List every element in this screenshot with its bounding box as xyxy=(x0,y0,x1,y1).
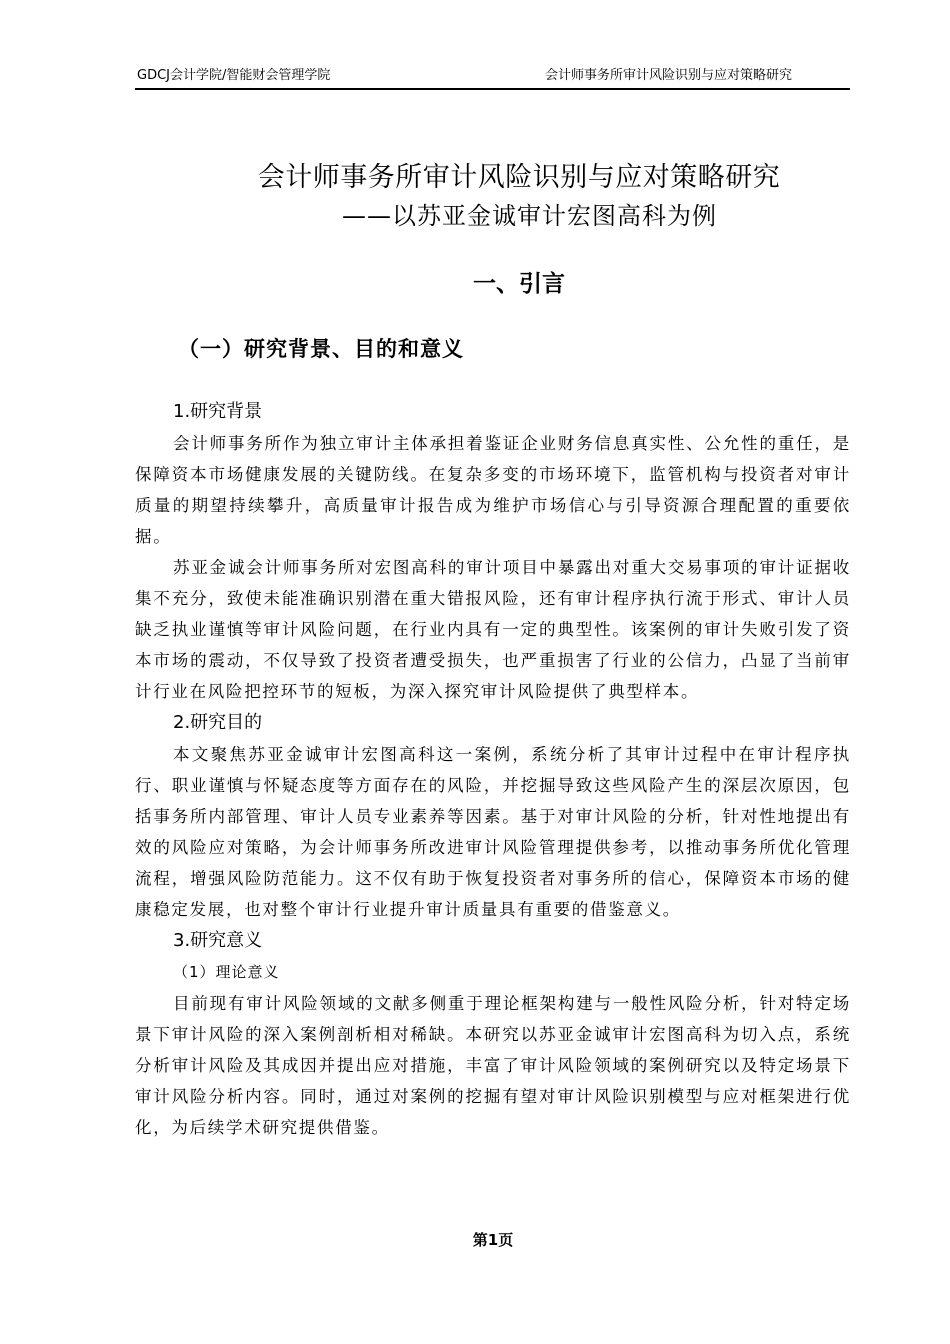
background-paragraph-1: 会计师事务所作为独立审计主体承担着鉴证企业财务信息真实性、公允性的重任，是保障资本市场健康发展的关键防线。在复杂多变的市场环境下，监管机构与投资者对审计质量的期望持续攀升，高质量审计报告成为维护市场信心与引导资源合理配置的重要依据。 xyxy=(135,434,851,546)
page-number: 第1页 xyxy=(472,1231,514,1249)
document-subtitle: ——以苏亚金诚审计宏图高科为例 xyxy=(342,202,717,230)
purpose-paragraph-1: 本文聚焦苏亚金诚审计宏图高科这一案例，系统分析了其审计过程中在审计程序执行、职业谨慎与怀疑态度等方面存在的风险，并挖掘导致这些风险产生的深层次原因，包括事务所内部管理、审计人员专业素养等因素。基于对审计风险的分析，针对性地提出有效的风险应对策略，为会计师事务所改进审计风险管理提供参考，以推动事务所优化管理流程，增强风险防范能力。这不仅有助于恢复投资者对事务所的信心，保障资本市场的健康稳定发展，也对整个审计行业提升审计质量具有重要的借鉴意义。 xyxy=(135,745,851,919)
background-heading: 1.研究背景 xyxy=(173,401,263,422)
header-left-text: GDCJ会计学院/智能财会管理学院 xyxy=(137,68,331,83)
section-heading: （一）研究背景、目的和意义 xyxy=(178,337,464,361)
body-content xyxy=(135,396,851,1143)
theory-significance-label: （1）理论意义 xyxy=(173,963,280,981)
header-right-text: 会计师事务所审计风险识别与应对策略研究 xyxy=(544,68,792,83)
document-title: 会计师事务所审计风险识别与应对策略研究 xyxy=(257,162,781,193)
purpose-heading: 2.研究目的 xyxy=(173,712,263,733)
background-paragraph-2: 苏亚金诚会计师事务所对宏图高科的审计项目中暴露出对重大交易事项的审计证据收集不充分，致使未能准确识别潜在重大错报风险，还有审计程序执行流于形式、审计人员缺乏执业谨慎等审计风险问题，在行业内具有一定的典型性。该案例的审计失败引发了资本市场的震动，不仅导致了投资者遭受损失，也严重损害了行业的公信力，凸显了当前审计行业在风险把控环节的短板，为深入探究审计风险提供了典型样本。 xyxy=(135,558,851,701)
significance-heading: 3.研究意义 xyxy=(173,930,263,951)
significance-paragraph-1: 目前现有审计风险领域的文献多侧重于理论框架构建与一般性风险分析，针对特定场景下审计风险的深入案例剖析相对稀缺。本研究以苏亚金诚审计宏图高科为切入点，系统分析审计风险及其成因并提出应对措施，丰富了审计风险领域的案例研究以及特定场景下审计风险分析内容。同时，通过对案例的挖掘有望对审计风险识别模型与应对框架进行优化，为后续学术研究提供借鉴。 xyxy=(135,994,851,1137)
chapter-heading: 一、引言 xyxy=(473,271,565,297)
page-header xyxy=(135,68,850,90)
